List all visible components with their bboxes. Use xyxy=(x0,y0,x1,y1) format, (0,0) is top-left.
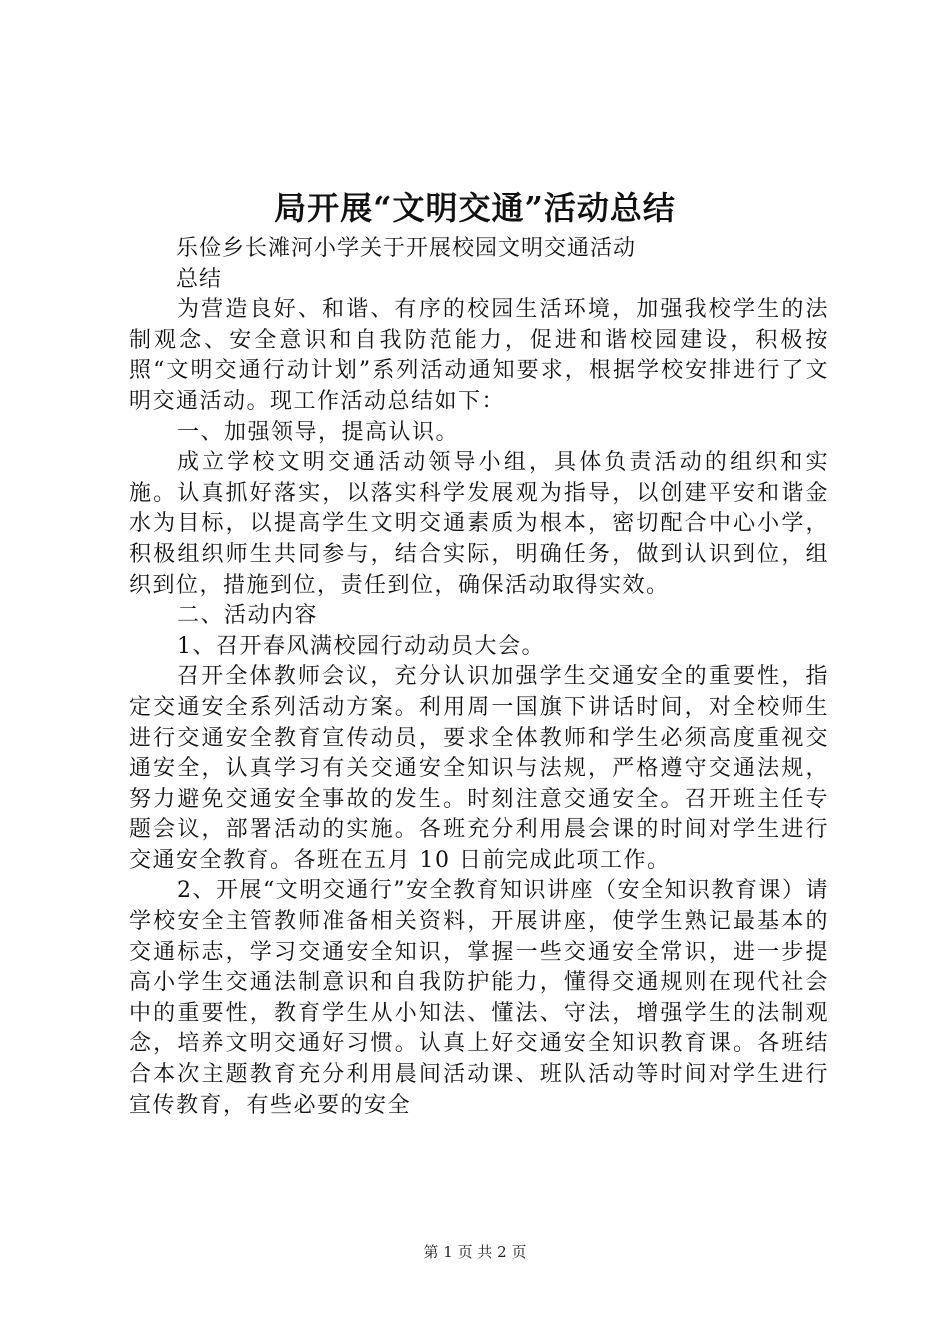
paragraph-leadership: 成立学校文明交通活动领导小组，具体负责活动的组织和实施。认真抓好落实，以落实科学发展观为指导，以创建平安和谐金水为目标，以提高学生文明交通素质为根本，密切配合中心小学，积极组织师生共同参与，结合实际，明确任务，做到认识到位，组织到位，措施到位，责任到位，确保活动取得实效。 xyxy=(129,450,829,598)
paragraph-mobilization: 召开全体教师会议，充分认识加强学生交通安全的重要性，指定交通安全系列活动方案。利用周一国旗下讲话时间，对全校师生进行交通安全教育宣传动员，要求全体教师和学生必须高度重视交通安全，认真学习有关交通安全知识与法规，严格遵守交通法规，努力避免交通安全事故的发生。时刻注意交通安全。召开班主任专题会议，部署活动的实施。各班充分利用晨会课的时间对学生进行交通安全教育。各班在五月 10 日前完成此项工作。 xyxy=(129,664,829,873)
page-number-footer: 第 1 页 共 2 页 xyxy=(423,1243,527,1261)
paragraph-intro: 为营造良好、和谐、有序的校园生活环境，加强我校学生的法制观念、安全意识和自我防范能力，促进和谐校园建设，积极按照“文明交通行动计划”系列活动通知要求，根据学校安排进行了文明交通活动。现工作活动总结如下： xyxy=(129,297,829,414)
paragraph-lecture: 2、开展“文明交通行”安全教育知识讲座（安全知识教育课）请学校安全主管教师准备相关资料，开展讲座，使学生熟记最基本的交通标志，学习交通安全知识，掌握一些交通安全常识，进一步提高小学生交通法制意识和自我防护能力，懂得交通规则在现代社会中的重要性，教育学生从小知法、懂法、守法，增强学生的法制观念，培养文明交通好习惯。认真上好交通安全知识教育课。各班结合本次主题教育充分利用晨间活动课、班队活动等时间对学生进行宣传教育，有些必要的安全 xyxy=(129,878,829,1118)
section-heading-activities: 二、活动内容 xyxy=(177,603,319,629)
item-heading-mobilization: 1、召开春风满校园行动动员大会。 xyxy=(177,633,545,659)
document-subtitle: 乐俭乡长滩河小学关于开展校园文明交通活动总结 xyxy=(176,236,637,292)
document-title: 局开展“文明交通”活动总结 xyxy=(274,189,676,227)
document-body xyxy=(129,234,829,1121)
section-heading-leadership: 一、加强领导，提高认识。 xyxy=(177,419,460,445)
